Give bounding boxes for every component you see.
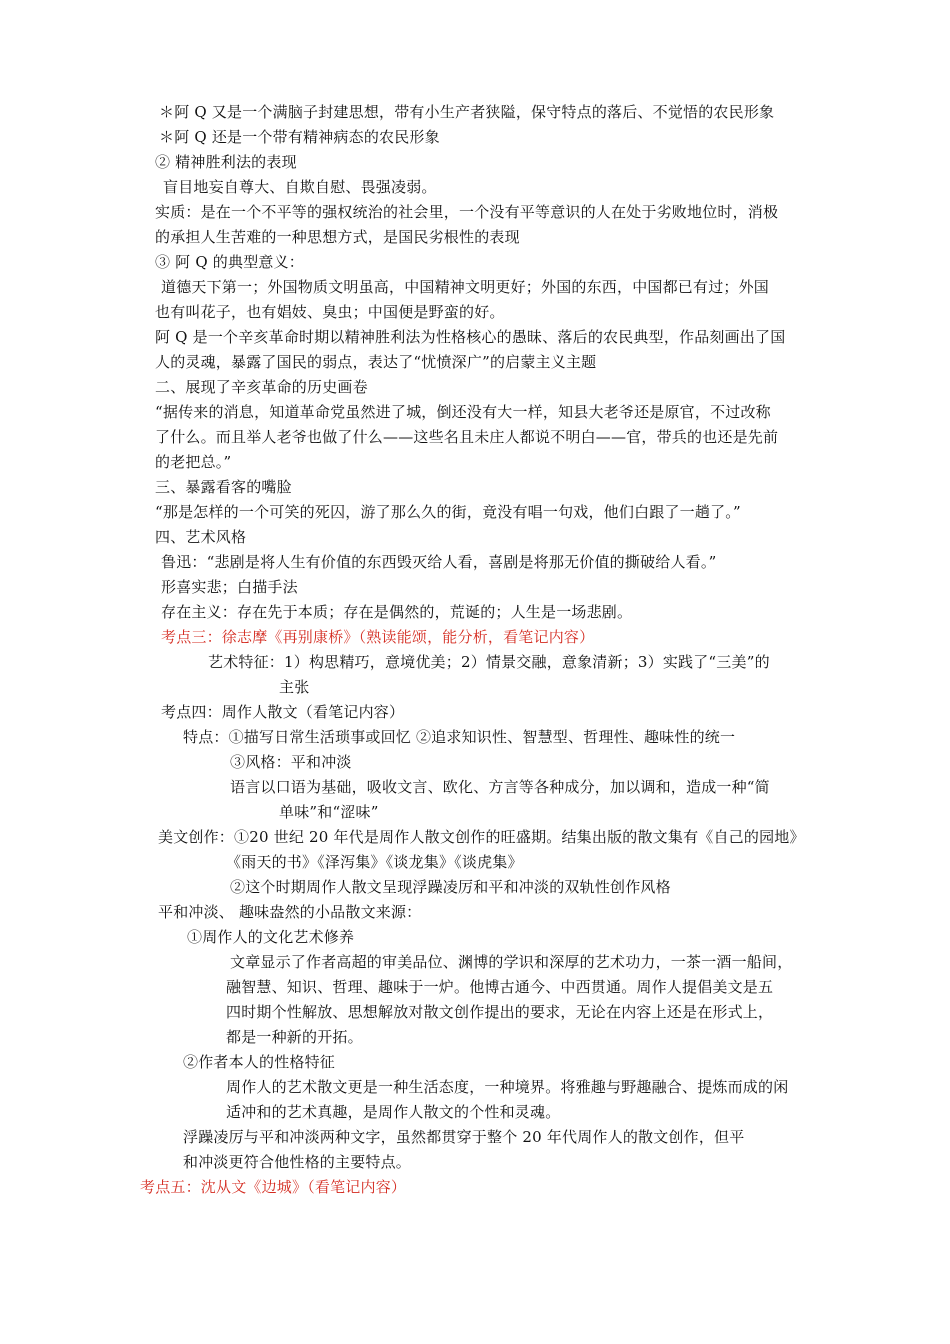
text-line: 和冲淡更符合他性格的主要特点。 [183, 1153, 412, 1171]
text-line: 了什么。而且举人老爷也做了什么——这些名且未庄人都说不明白——官，带兵的也还是先前 [155, 428, 779, 446]
exam-point-heading: 考点四：周作人散文（看笔记内容） [161, 703, 405, 721]
text-line: 浮躁凌厉与平和冲淡两种文字，虽然都贯穿于整个 20 年代周作人的散文创作，但平 [183, 1128, 745, 1146]
text-line: 语言以口语为基础，吸收文言、欧化、方言等各种成分，加以调和，造成一种“简 [230, 778, 770, 796]
text-line: 盲目地妄自尊大、自欺自慰、畏强凌弱。 [163, 178, 437, 196]
text-line: 适冲和的艺术真趣，是周作人散文的个性和灵魂。 [226, 1103, 561, 1121]
text-line: 实质：是在一个不平等的强权统治的社会里，一个没有平等意识的人在处于劣败地位时，消极 [155, 203, 779, 221]
section-heading: 四、艺术风格 [155, 528, 247, 546]
text-line: 周作人的艺术散文更是一种生活态度，一种境界。将雅趣与野趣融合、提炼而成的闲 [226, 1078, 789, 1096]
text-line: 鲁迅：“悲剧是将人生有价值的东西毁灭给人看，喜剧是将那无价值的撕破给人看。” [161, 553, 717, 571]
exam-point-heading: 考点三：徐志摩《再别康桥》（熟读能颂，能分析，看笔记内容） [161, 628, 595, 646]
text-line: 阿 Q 是一个辛亥革命时期以精神胜利法为性格核心的愚昧、落后的农民典型，作品刻画出了国 [155, 328, 786, 346]
text-line: ③ 阿 Q 的典型意义： [155, 253, 305, 271]
text-line: 美文创作：①20 世纪 20 年代是周作人散文创作的旺盛期。结集出版的散文集有《自己的园地》 [158, 828, 805, 846]
text-line: 的老把总。” [155, 453, 232, 471]
text-line: ＊阿 Q 还是一个带有精神病态的农民形象 [159, 128, 440, 146]
section-heading: 二、展现了辛亥革命的历史画卷 [155, 378, 368, 396]
text-line: ②这个时期周作人散文呈现浮躁凌厉和平和冲淡的双轨性创作风格 [230, 878, 671, 896]
exam-point-heading: 考点五：沈从文《边城》（看笔记内容） [140, 1178, 407, 1196]
text-line: ② 精神胜利法的表现 [155, 153, 297, 171]
text-line: 主张 [279, 678, 310, 696]
text-line: 融智慧、知识、哲理、趣味于一炉。他博古通今、中西贯通。周作人提倡美文是五 [226, 978, 774, 996]
text-line: “据传来的消息，知道革命党虽然进了城，倒还没有大一样，知县大老爷还是原官，不过改称 [155, 403, 771, 421]
section-heading: 三、暴露看客的嘴脸 [155, 478, 292, 496]
text-line: 道德天下第一；外国物质文明虽高，中国精神文明更好；外国的东西，中国都已有过；外国 [161, 278, 770, 296]
text-line: 单味”和“涩味” [279, 803, 379, 821]
text-line: 特点：①描写日常生活琐事或回忆 ②追求知识性、智慧型、哲理性、趣味性的统一 [183, 728, 736, 746]
text-line: 的承担人生苦难的一种思想方式，是国民劣根性的表现 [155, 228, 520, 246]
text-line: 《雨天的书》《泽泻集》《谈龙集》《谈虎集》 [226, 853, 523, 871]
text-line: 都是一种新的开拓。 [226, 1028, 363, 1046]
text-line: 四时期个性解放、思想解放对散文创作提出的要求，无论在内容上还是在形式上， [226, 1003, 774, 1021]
text-line: 文章显示了作者高超的审美品位、渊博的学识和深厚的艺术功力，一茶一酒一船间， [230, 953, 793, 971]
text-line: 艺术特征：1）构思精巧，意境优美；2）情景交融，意象清新；3）实践了“三美”的 [208, 653, 770, 671]
text-line: ①周作人的文化艺术修养 [187, 928, 355, 946]
text-line: 平和冲淡、 趣味盎然的小品散文来源： [158, 903, 422, 921]
text-line: 形喜实悲；白描手法 [161, 578, 298, 596]
text-line: 存在主义：存在先于本质；存在是偶然的，荒诞的；人生是一场悲剧。 [161, 603, 633, 621]
text-line: 人的灵魂，暴露了国民的弱点，表达了“忧愤深广”的启蒙主义主题 [155, 353, 597, 371]
text-line: ③风格：平和冲淡 [230, 753, 352, 771]
text-line: ②作者本人的性格特征 [183, 1053, 336, 1071]
text-line: 也有叫花子，也有娼妓、臭虫；中国便是野蛮的好。 [155, 303, 505, 321]
text-line: “那是怎样的一个可笑的死囚，游了那么久的街，竟没有唱一句戏，他们白跟了一趟了。” [155, 503, 741, 521]
text-line: ＊阿 Q 又是一个满脑子封建思想，带有小生产者狭隘，保守特点的落后、不觉悟的农民形象 [159, 103, 775, 121]
